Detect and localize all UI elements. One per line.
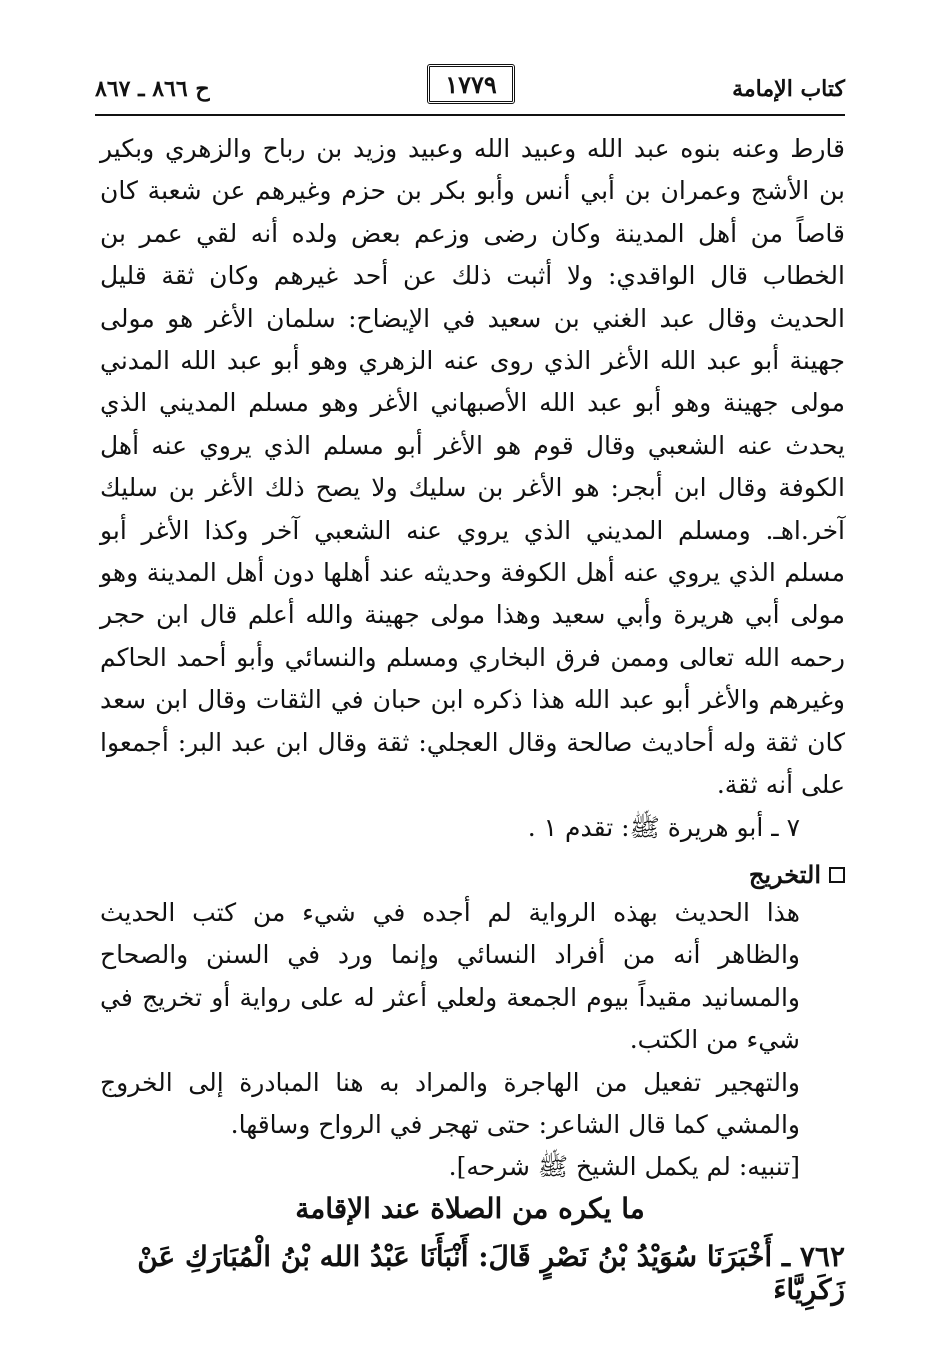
text-line: أنه من أفراد النسائي وإنما ورد في السنن والصحاح والمسانيد مقيداً بيوم: [100, 940, 800, 1012]
narrators-paragraph: [100, 128, 845, 807]
text-line: حبان في الثقات وقال ابن سعد كان ثقة وله أحاديث صالحة وقال العجلي: ثقة: [100, 685, 845, 757]
chapter-title: ما يكره من الصلاة عند الإقامة: [295, 1192, 645, 1225]
text-line: أهل المدينة وكان رضى وزعم بعض ولده أنه لقي عمر بن الخطاب قال: [100, 218, 845, 291]
editor-note: [تنبيه: لم يكمل الشيخ ﷺ شرحه].: [448, 1152, 800, 1182]
takhrij-section: [100, 892, 845, 1189]
section-heading: [749, 860, 845, 889]
text-line: الواقدي: ولا أثبت ذلك عن أحد غيرهم وكان ثقة قليل الحديث وقال: [100, 261, 845, 333]
narrators-section: [100, 128, 845, 849]
page-number-box: ١٧٧٩: [427, 64, 515, 104]
text-line: مولى جهينة والله أعلم قال ابن حجر رحمه الله تعالى وممن فرق البخاري: [100, 600, 845, 672]
text-line: كما قال الشاعر: حتى تهجر في الرواح وساقها.: [230, 1110, 708, 1140]
narrator-7: ٧ ـ أبو هريرة ﷺ: تقدم ١ .: [527, 812, 800, 842]
text-line: وحديثه عند أهلها دون أهل المدينة وهو مولى أبي هريرة وأبي سعيد وهذا: [100, 558, 845, 630]
hadith-range: ح ٨٦٦ ـ ٨٦٧: [95, 76, 210, 102]
hadith-opening: ٧٦٢ ـ أَخْبَرَنَا سُوَيْدُ بْنُ نَصْرٍ قَالَ: أَنْبَأَنَا عَبْدُ الله بْنُ الْمُبَارَكِ عَنْ زَكَرِيَّاءَ: [137, 1240, 845, 1306]
text-line: الأشج وعمران بن أبي أنس وأبو بكر بن حزم وغيرهم عن شعبة كان قاصاً من: [100, 176, 845, 248]
text-line: قارط وعنه بنوه عبد الله وعبيد الله وعبيد وزيد بن رباح والزهري وبكير بن: [100, 134, 846, 206]
text-line: قوم هو الأغر أبو مسلم الذي يروي عنه أهل الكوفة وقال ابن أبجر: هو: [100, 430, 845, 503]
text-line: الجمعة ولعلي أعثر له على رواية أو تخريج في شيء من الكتب.: [100, 982, 800, 1055]
text-line: عبد الله الأصبهاني الأغر وهو مسلم المديني الذي يحدث عنه الشعبي وقال: [100, 388, 845, 460]
text-line: وقال ابن عبد البر: أجمعوا على أنه ثقة.: [100, 727, 845, 800]
text-line: الأغر الذي روى عنه الزهري وهو أبو عبد الله المدني مولى جهينة وهو أبو: [100, 346, 846, 418]
text-line: ومسلم والنسائي وأبو أحمد الحاكم وغيرهم والأغر أبو عبد الله هذا ذكره ابن: [100, 642, 846, 715]
text-line: عبد الغني بن سعيد في الإيضاح: سلمان الأغر هو مولى جهينة أبو عبد الله: [100, 303, 845, 376]
text-line: يروي عنه الشعبي آخر وكذا الأغر أبو مسلم الذي يروي عنه أهل الكوفة: [100, 515, 845, 588]
book-title: كتاب الإمامة: [732, 76, 845, 102]
takhrij-paragraph-1: [100, 892, 845, 1062]
takhrij-paragraph-2: [100, 1062, 845, 1147]
text-line: هذا الحديث بهذه الرواية لم أجده في شيء من كتب الحديث والظاهر: [100, 898, 800, 970]
text-line: الأغر بن سليك ولا يصح ذلك الأغر بن سليك آخر.اهـ. ومسلم المديني الذي: [100, 473, 845, 545]
page-header: [95, 62, 845, 114]
text-line: والتهجير تفعيل من الهاجرة والمراد به هنا المبادرة إلى الخروج والمشي: [100, 1067, 800, 1140]
header-rule: [95, 114, 845, 116]
section-heading-text: التخريج: [748, 860, 821, 889]
square-bullet-icon: [829, 867, 845, 883]
